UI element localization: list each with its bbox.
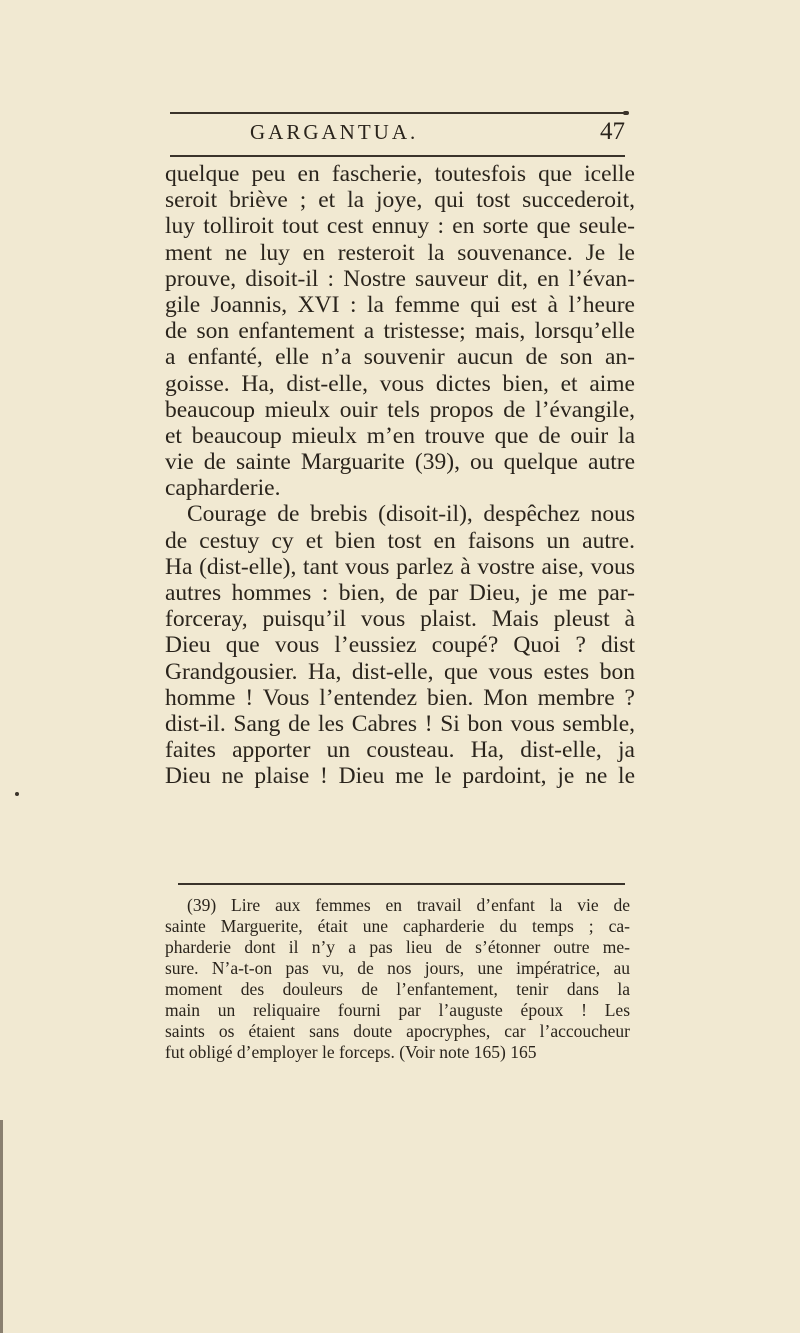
page-number: 47 [600,118,625,145]
footnote [165,895,630,1063]
footnote-line: fut obligé d’employer le forceps. (Voir note 165) 165 [165,1042,537,1062]
text-line: Dieu que vous l’eussiez coupé? Quoi ? dist [165,632,635,659]
footnote-line: pharderie dont il n’y a pas lieu de s’étonner outre me- [165,937,630,957]
text-line: faites apporter un cousteau. Ha, dist-elle, ja [165,737,635,764]
text-line: Grandgousier. Ha, dist-elle, que vous estes bon [165,658,635,685]
footnote-line: sainte Marguerite, était une capharderie du temps ; ca- [165,916,630,936]
text-line: seroit briève ; et la joye, qui tost succederoit, [165,187,635,214]
text-line: beaucoup mieulx ouir tels propos de l’évangile, [165,396,635,423]
text-line: de son enfantement a tristesse; mais, lorsqu’elle [165,318,635,345]
text-line: capharderie. [165,475,281,502]
running-title: GARGANTUA. [250,120,419,144]
text-line: goisse. Ha, dist-elle, vous dictes bien, et aime [165,370,635,397]
text-line: homme ! Vous l’entendez bien. Mon membre ? [165,684,635,711]
footnote-line: saints os étaient sans doute apocryphes, car l’accoucheur [165,1021,630,1041]
text-line: autres hommes : bien, de par Dieu, je me par- [165,580,635,606]
footnote-rule [178,883,625,885]
text-line: Ha (dist-elle), tant vous parlez à vostre aise, vous [165,553,635,580]
text-line: quelque peu en fascherie, toutesfois que icelle [165,161,635,187]
text-line: Courage de brebis (disoit-il), despêchez nous [187,501,635,528]
text-line: Dieu ne plaise ! Dieu me le pardoint, je ne le [165,763,635,790]
text-line: dist-il. Sang de les Cabres ! Si bon vous semble, [165,710,635,737]
footnote-line: sure. N’a-t-on pas vu, de nos jours, une impératrice, au [165,958,630,978]
running-head [170,118,625,148]
page-edge-shadow [0,1120,3,1333]
footnote-line: moment des douleurs de l’enfantement, tenir dans la [165,979,630,999]
text-line: ment ne luy en resteroit la souvenance. Je le [165,239,635,266]
text-line: luy tolliroit tout cest ennuy : en sorte que seule- [165,213,635,240]
text-line: a enfanté, elle n’a souvenir aucun de son an- [165,344,635,371]
footnote-line: (39) Lire aux femmes en travail d’enfant la vie de [187,895,630,915]
text-line: et beaucoup mieulx m’en trouve que de ouir la [165,422,635,449]
text-line: gile Joannis, XVI : la femme qui est à l’heure [165,291,635,318]
text-line: vie de sainte Marguarite (39), ou quelque autre [165,449,635,476]
body-text [165,161,635,790]
margin-dot [15,792,19,796]
text-line: prouve, disoit-il : Nostre sauveur dit, en l’évan- [165,265,635,292]
footnote-line: main un reliquaire fourni par l’auguste époux ! Les [165,1000,630,1020]
text-line: de cestuy cy et bien tost en faisons un autre. [165,527,635,554]
header-rule [170,155,625,157]
text-line: forceray, puisqu’il vous plaist. Mais pleust à [165,606,635,633]
top-rule [170,112,625,114]
